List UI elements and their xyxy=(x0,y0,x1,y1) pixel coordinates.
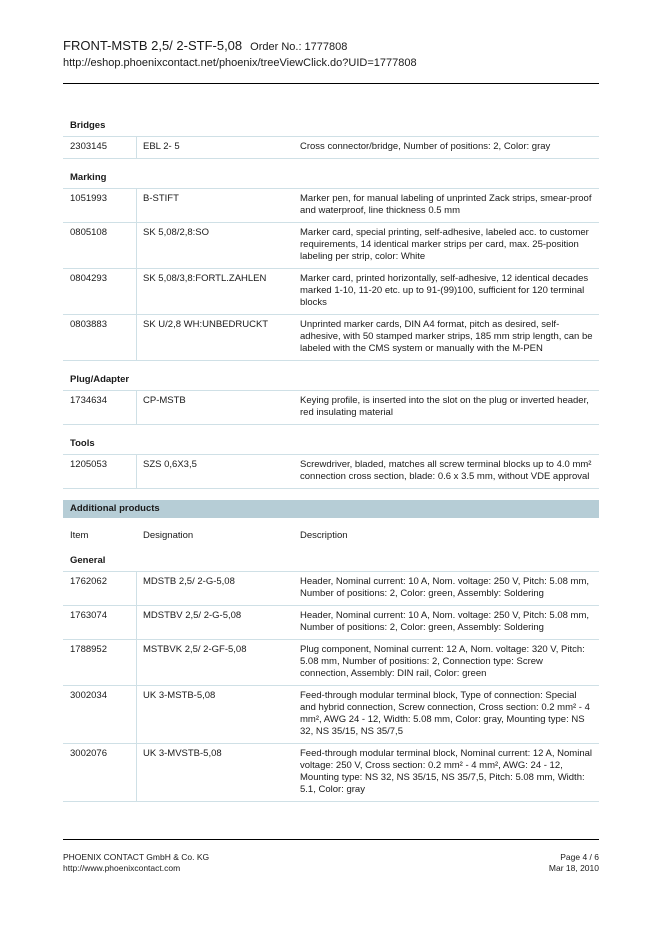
order-number: Order No.: 1777808 xyxy=(250,41,348,53)
page-header xyxy=(63,38,599,70)
page-number: Page 4 / 6 xyxy=(560,852,599,862)
item-number: 0803883 xyxy=(63,315,137,360)
column-header-designation: Designation xyxy=(143,530,194,541)
document-date: Mar 18, 2010 xyxy=(548,863,599,873)
accessory-groups xyxy=(63,116,599,489)
designation: SK 5,08/3,8:FORTL.ZAHLEN xyxy=(143,273,267,284)
item-number: 2303145 xyxy=(63,137,137,158)
designation: MSTBVK 2,5/ 2-GF-5,08 xyxy=(143,644,247,655)
description: Feed-through modular terminal block, Nominal current: 12 A, Nominal voltage: 250 V, Cross section: 0.2 mm² - 4 mm², AWG: 24 - 12, Mounting type: NS 32, NS 35/15, NS 35/7,5, Pitch: 5.08 mm, Width: 5.1, Color: gray xyxy=(300,748,592,795)
designation: UK 3-MSTB-5,08 xyxy=(143,690,216,701)
item-number: 3002076 xyxy=(63,744,137,801)
item-number: 1205053 xyxy=(63,455,137,488)
header-title-line xyxy=(63,38,599,55)
designation: SZS 0,6X3,5 xyxy=(143,459,197,470)
designation: CP-MSTB xyxy=(143,395,186,406)
item-number: 1762062 xyxy=(63,572,137,605)
item-number: 1788952 xyxy=(63,640,137,685)
description: Keying profile, is inserted into the slot on the plug or inverted header, red insulating material xyxy=(300,395,589,418)
table-row xyxy=(63,454,599,489)
designation: SK 5,08/2,8:SO xyxy=(143,227,210,238)
description: Marker pen, for manual labeling of unprinted Zack strips, smear-proof and waterproof, line thickness 0.5 mm xyxy=(300,193,592,216)
table-row xyxy=(63,390,599,425)
table-row xyxy=(63,605,599,639)
item-number: 1763074 xyxy=(63,606,137,639)
column-headers xyxy=(63,530,599,542)
description: Plug component, Nominal current: 12 A, Nom. voltage: 320 V, Pitch: 5.08 mm, Number of positions: 2, Connection type: Screw connection, Assembly: DIN rail, Color: green xyxy=(300,644,585,679)
table-row xyxy=(63,222,599,268)
table-row xyxy=(63,571,599,605)
group-tools xyxy=(63,434,599,489)
column-header-item: Item xyxy=(70,530,89,541)
group-label: Marking xyxy=(70,172,107,183)
group-plug-adapter xyxy=(63,370,599,425)
description: Header, Nominal current: 10 A, Nom. voltage: 250 V, Pitch: 5.08 mm, Number of positions: 2, Color: green, Assembly: Soldering xyxy=(300,610,590,633)
main-content xyxy=(63,116,599,802)
designation: MDSTBV 2,5/ 2-G-5,08 xyxy=(143,610,242,621)
additional-products-heading: Additional products xyxy=(63,500,599,518)
footer-page-block xyxy=(549,852,599,874)
company-website[interactable]: http://www.phoenixcontact.com xyxy=(63,863,181,873)
spacer xyxy=(63,159,599,168)
group-bridges xyxy=(63,116,599,159)
item-number: 1051993 xyxy=(63,189,137,222)
designation: EBL 2- 5 xyxy=(143,141,180,152)
table-row xyxy=(63,639,599,685)
designation: B-STIFT xyxy=(143,193,179,204)
group-label: Bridges xyxy=(70,120,106,131)
item-number: 1734634 xyxy=(63,391,137,424)
description: Cross connector/bridge, Number of positions: 2, Color: gray xyxy=(300,141,551,152)
group-general xyxy=(63,551,599,802)
product-url[interactable]: http://eshop.phoenixcontact.net/phoenix/treeViewClick.do?UID=1777808 xyxy=(63,57,417,69)
group-label: General xyxy=(70,555,106,566)
item-number: 0804293 xyxy=(63,269,137,314)
header-divider xyxy=(63,83,599,84)
description: Marker card, special printing, self-adhesive, labeled acc. to customer requirements, 14 identical marker strips per card, max. 25-position labeling per strip, color: White xyxy=(300,227,589,262)
table-row xyxy=(63,743,599,802)
table-row xyxy=(63,188,599,222)
description: Unprinted marker cards, DIN A4 format, pitch as desired, self-adhesive, with 50 stamped marker strips, 185 mm strip length, can be labeled with the CMS system or manually with the M-PEN xyxy=(300,319,593,354)
description: Header, Nominal current: 10 A, Nom. voltage: 250 V, Pitch: 5.08 mm, Number of positions: 2, Color: green, Assembly: Soldering xyxy=(300,576,590,599)
designation: UK 3-MVSTB-5,08 xyxy=(143,748,222,759)
footer-company-block xyxy=(63,852,209,874)
company-name: PHOENIX CONTACT GmbH & Co. KG xyxy=(63,852,210,862)
group-label: Plug/Adapter xyxy=(70,374,130,385)
item-number: 3002034 xyxy=(63,686,137,743)
description: Marker card, printed horizontally, self-adhesive, 12 identical decades marked 1-10, 11-20 etc. up to 91-(99)100, sufficient for 120 terminal blocks xyxy=(300,273,589,308)
table-row xyxy=(63,685,599,743)
designation: MDSTB 2,5/ 2-G-5,08 xyxy=(143,576,235,587)
item-number: 0805108 xyxy=(63,223,137,268)
description: Screwdriver, bladed, matches all screw terminal blocks up to 4.0 mm² connection cross section, blade: 0.6 x 3.5 mm, without VDE approval xyxy=(300,459,592,482)
footer-divider xyxy=(63,839,599,840)
table-row xyxy=(63,314,599,361)
table-row xyxy=(63,268,599,314)
group-label: Tools xyxy=(70,438,95,449)
designation: SK U/2,8 WH:UNBEDRUCKT xyxy=(143,319,269,330)
table-row xyxy=(63,136,599,159)
group-marking xyxy=(63,168,599,361)
spacer xyxy=(63,361,599,370)
spacer xyxy=(63,542,599,551)
column-header-description: Description xyxy=(300,530,348,541)
description: Feed-through modular terminal block, Type of connection: Special and hybrid connection, Screw connection, Cross section: 0.2 mm² - 4 mm², AWG 24 - 12, Width: 5.08 mm, Color: gray, Mounting type: NS 32, NS 35/15, NS 35/7,5 xyxy=(300,690,590,737)
product-title: FRONT-MSTB 2,5/ 2-STF-5,08 xyxy=(63,38,243,53)
spacer xyxy=(63,425,599,434)
